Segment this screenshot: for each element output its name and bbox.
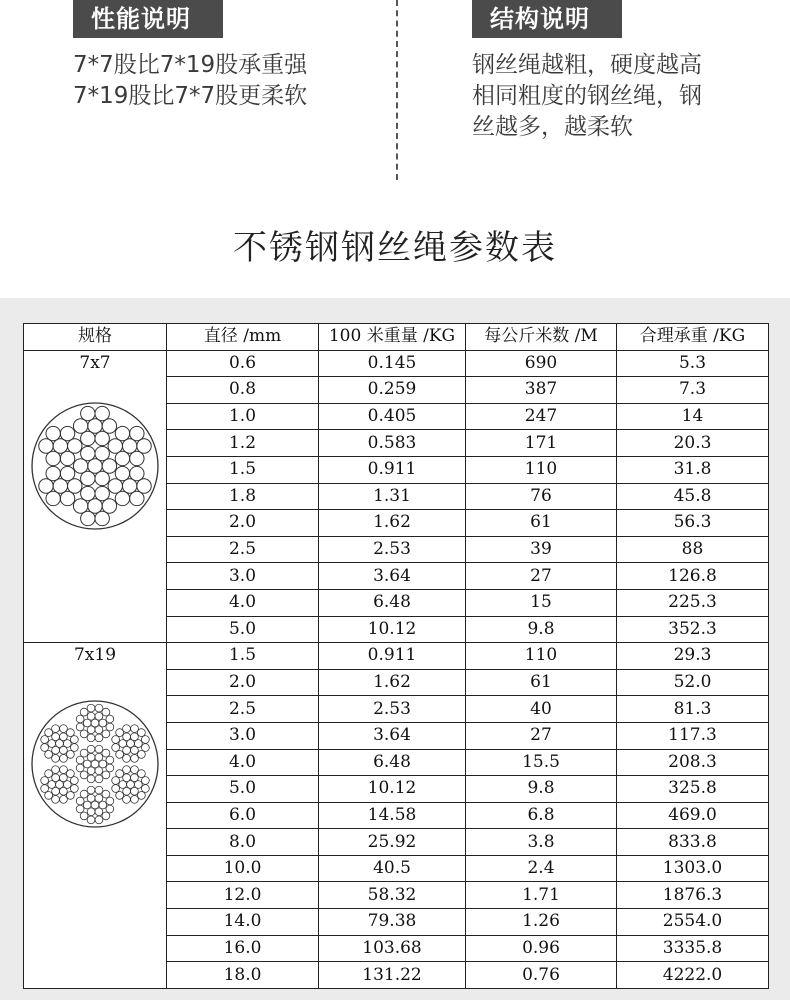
- table-row: [24, 350, 769, 377]
- load-cell: 81.3: [617, 696, 769, 723]
- meters-per-kg-cell: 2.4: [466, 855, 617, 882]
- weight-cell: 6.48: [319, 589, 466, 616]
- table-row: [24, 643, 769, 670]
- weight-cell: 0.911: [319, 643, 466, 670]
- diameter-cell: 12.0: [167, 882, 319, 909]
- diameter-cell: 18.0: [167, 962, 319, 989]
- diameter-cell: 8.0: [167, 829, 319, 856]
- table-header-row: [24, 324, 769, 351]
- diameter-cell: 1.2: [167, 430, 319, 457]
- table-body: [24, 350, 769, 988]
- diameter-cell: 10.0: [167, 855, 319, 882]
- diameter-cell: 3.0: [167, 722, 319, 749]
- meters-per-kg-cell: 76: [466, 483, 617, 510]
- 7x7-strand-cross-section-icon: [29, 400, 161, 532]
- load-cell: 833.8: [617, 829, 769, 856]
- load-cell: 88: [617, 536, 769, 563]
- diameter-cell: 2.5: [167, 696, 319, 723]
- meters-per-kg-cell: 0.96: [466, 935, 617, 962]
- diameter-cell: 0.8: [167, 377, 319, 404]
- weight-cell: 0.145: [319, 350, 466, 377]
- load-cell: 117.3: [617, 722, 769, 749]
- meters-per-kg-cell: 61: [466, 510, 617, 537]
- load-cell: 3335.8: [617, 935, 769, 962]
- load-cell: 2554.0: [617, 909, 769, 936]
- load-cell: 31.8: [617, 456, 769, 483]
- diameter-cell: 6.0: [167, 802, 319, 829]
- meters-per-kg-cell: 1.26: [466, 909, 617, 936]
- meters-per-kg-cell: 1.71: [466, 882, 617, 909]
- meters-per-kg-cell: 387: [466, 377, 617, 404]
- header-load: 合理承重 /KG: [617, 324, 769, 351]
- load-cell: 56.3: [617, 510, 769, 537]
- table-title: 不锈钢钢丝绳参数表: [233, 228, 557, 268]
- weight-cell: 58.32: [319, 882, 466, 909]
- load-cell: 325.8: [617, 776, 769, 803]
- weight-cell: 1.62: [319, 510, 466, 537]
- weight-cell: 131.22: [319, 962, 466, 989]
- spec-table: [23, 323, 769, 989]
- diameter-cell: 5.0: [167, 776, 319, 803]
- diameter-cell: 1.0: [167, 403, 319, 430]
- structure-heading: 结构说明: [472, 0, 622, 38]
- load-cell: 29.3: [617, 643, 769, 670]
- diameter-cell: 2.0: [167, 669, 319, 696]
- meters-per-kg-cell: 9.8: [466, 776, 617, 803]
- meters-per-kg-cell: 690: [466, 350, 617, 377]
- load-cell: 225.3: [617, 589, 769, 616]
- weight-cell: 40.5: [319, 855, 466, 882]
- weight-cell: 2.53: [319, 536, 466, 563]
- meters-per-kg-cell: 171: [466, 430, 617, 457]
- performance-description: [73, 50, 393, 112]
- meters-per-kg-cell: 3.8: [466, 829, 617, 856]
- weight-cell: 10.12: [319, 776, 466, 803]
- diameter-cell: 3.0: [167, 563, 319, 590]
- weight-cell: 0.405: [319, 403, 466, 430]
- weight-cell: 2.53: [319, 696, 466, 723]
- load-cell: 469.0: [617, 802, 769, 829]
- weight-cell: 3.64: [319, 563, 466, 590]
- weight-cell: 1.31: [319, 483, 466, 510]
- spec-group-cell: [24, 643, 167, 989]
- load-cell: 1876.3: [617, 882, 769, 909]
- meters-per-kg-cell: 39: [466, 536, 617, 563]
- load-cell: 1303.0: [617, 855, 769, 882]
- meters-per-kg-cell: 15.5: [466, 749, 617, 776]
- load-cell: 20.3: [617, 430, 769, 457]
- meters-per-kg-cell: 110: [466, 643, 617, 670]
- structure-line-2: 相同粗度的钢丝绳，钢: [472, 83, 702, 109]
- meters-per-kg-cell: 40: [466, 696, 617, 723]
- weight-cell: 6.48: [319, 749, 466, 776]
- load-cell: 4222.0: [617, 962, 769, 989]
- meters-per-kg-cell: 0.76: [466, 962, 617, 989]
- structure-line-3: 丝越多，越柔软: [472, 114, 633, 140]
- header-spec: 规格: [24, 324, 167, 351]
- diameter-cell: 5.0: [167, 616, 319, 643]
- meters-per-kg-cell: 27: [466, 722, 617, 749]
- header-meters-per-kg: 每公斤米数 /M: [466, 324, 617, 351]
- weight-cell: 25.92: [319, 829, 466, 856]
- spec-group-cell: [24, 350, 167, 643]
- diameter-cell: 4.0: [167, 749, 319, 776]
- spec-label: 7x19: [73, 645, 117, 666]
- weight-cell: 14.58: [319, 802, 466, 829]
- diameter-cell: 1.5: [167, 456, 319, 483]
- meters-per-kg-cell: 110: [466, 456, 617, 483]
- meters-per-kg-cell: 61: [466, 669, 617, 696]
- structure-line-1: 钢丝绳越粗，硬度越高: [472, 52, 702, 78]
- diameter-cell: 4.0: [167, 589, 319, 616]
- performance-line-1: 7*7股比7*19股承重强: [73, 52, 308, 78]
- 7x19-strand-cross-section-icon: [29, 698, 161, 830]
- meters-per-kg-cell: 15: [466, 589, 617, 616]
- spec-label: 7x7: [79, 352, 111, 373]
- header-diameter: 直径 /mm: [167, 324, 319, 351]
- meters-per-kg-cell: 247: [466, 403, 617, 430]
- diameter-cell: 16.0: [167, 935, 319, 962]
- diameter-cell: 2.0: [167, 510, 319, 537]
- diameter-cell: 14.0: [167, 909, 319, 936]
- diameter-cell: 1.8: [167, 483, 319, 510]
- load-cell: 352.3: [617, 616, 769, 643]
- weight-cell: 10.12: [319, 616, 466, 643]
- performance-line-2: 7*19股比7*7股更柔软: [73, 83, 308, 109]
- diameter-cell: 2.5: [167, 536, 319, 563]
- weight-cell: 79.38: [319, 909, 466, 936]
- meters-per-kg-cell: 9.8: [466, 616, 617, 643]
- load-cell: 208.3: [617, 749, 769, 776]
- weight-cell: 3.64: [319, 722, 466, 749]
- diameter-cell: 1.5: [167, 643, 319, 670]
- meters-per-kg-cell: 27: [466, 563, 617, 590]
- load-cell: 5.3: [617, 350, 769, 377]
- load-cell: 7.3: [617, 377, 769, 404]
- load-cell: 52.0: [617, 669, 769, 696]
- structure-description: [472, 50, 742, 143]
- weight-cell: 0.259: [319, 377, 466, 404]
- header-section: [0, 0, 790, 298]
- dashed-divider: [396, 0, 398, 180]
- diameter-cell: 0.6: [167, 350, 319, 377]
- weight-cell: 0.911: [319, 456, 466, 483]
- load-cell: 126.8: [617, 563, 769, 590]
- meters-per-kg-cell: 6.8: [466, 802, 617, 829]
- performance-heading: 性能说明: [73, 0, 223, 38]
- weight-cell: 1.62: [319, 669, 466, 696]
- load-cell: 14: [617, 403, 769, 430]
- load-cell: 45.8: [617, 483, 769, 510]
- weight-cell: 103.68: [319, 935, 466, 962]
- weight-cell: 0.583: [319, 430, 466, 457]
- header-weight: 100 米重量 /KG: [319, 324, 466, 351]
